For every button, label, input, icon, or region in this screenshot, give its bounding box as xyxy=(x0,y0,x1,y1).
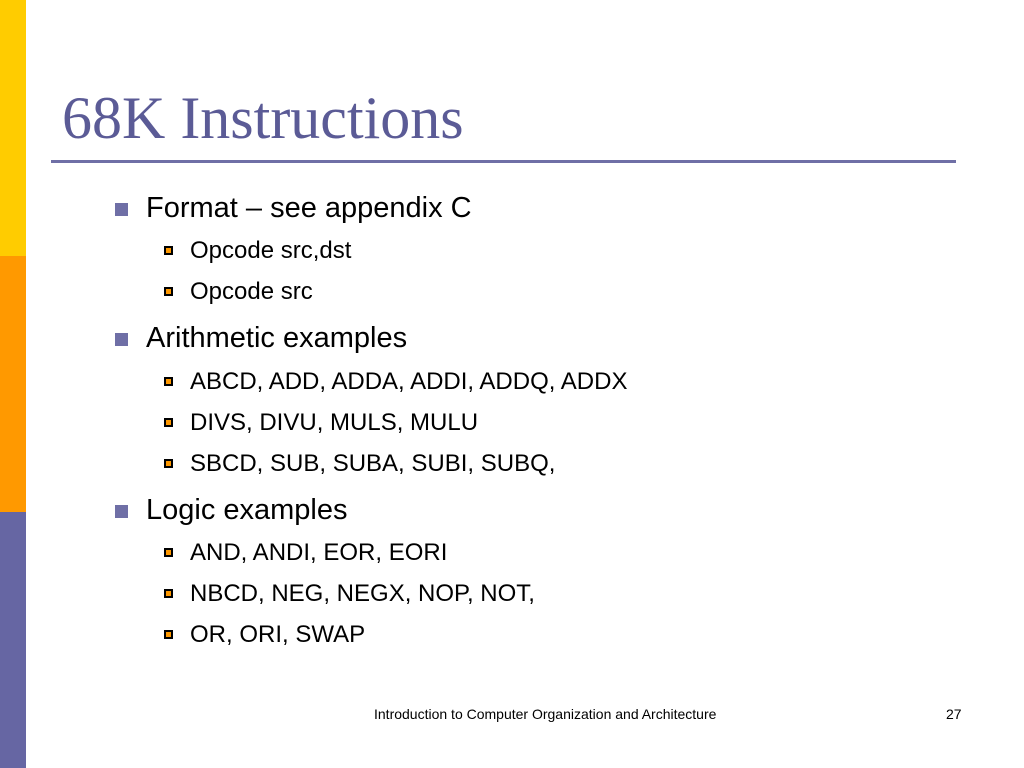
sub-bullet-text: Opcode src xyxy=(190,278,313,305)
hollow-square-bullet-icon xyxy=(164,418,173,427)
hollow-square-bullet-icon xyxy=(164,589,173,598)
hollow-square-bullet-icon xyxy=(164,246,173,255)
square-bullet-icon xyxy=(115,333,128,346)
bullet-text: Format – see appendix C xyxy=(146,192,472,224)
page-number: 27 xyxy=(946,706,962,722)
sub-bullet-text: SBCD, SUB, SUBA, SUBI, SUBQ, xyxy=(190,450,556,477)
hollow-square-bullet-icon xyxy=(164,459,173,468)
sub-bullet-text: OR, ORI, SWAP xyxy=(190,621,366,648)
slide-title: 68K Instructions xyxy=(62,85,464,151)
hollow-square-bullet-icon xyxy=(164,630,173,639)
sub-bullet-text: DIVS, DIVU, MULS, MULU xyxy=(190,409,479,436)
sub-bullet-text: Opcode src,dst xyxy=(190,237,352,264)
square-bullet-icon xyxy=(115,203,128,216)
sub-bullet-text: ABCD, ADD, ADDA, ADDI, ADDQ, ADDX xyxy=(190,368,628,395)
bullet-text: Logic examples xyxy=(146,494,348,526)
hollow-square-bullet-icon xyxy=(164,548,173,557)
bullet-text: Arithmetic examples xyxy=(146,322,408,354)
hollow-square-bullet-icon xyxy=(164,287,173,296)
hollow-square-bullet-icon xyxy=(164,377,173,386)
footer-course-title: Introduction to Computer Organization and Architecture xyxy=(374,706,717,722)
sub-bullet-text: NBCD, NEG, NEGX, NOP, NOT, xyxy=(190,580,535,607)
sub-bullet-text: AND, ANDI, EOR, EORI xyxy=(190,539,448,566)
square-bullet-icon xyxy=(115,505,128,518)
